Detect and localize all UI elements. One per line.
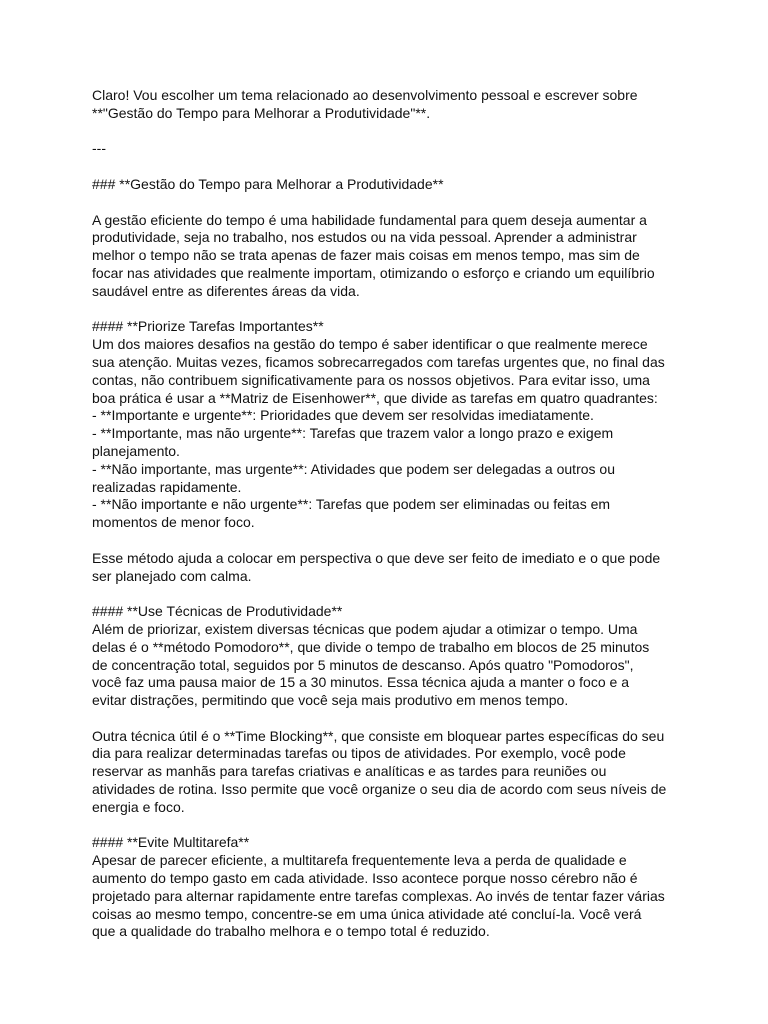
section-techniques: [92, 603, 682, 817]
text-line: energia e foco.: [92, 798, 185, 815]
text-line: delas é o **método Pomodoro**, que divide o tempo de trabalho em blocos de 25 minutos: [92, 638, 650, 655]
text-line: que a qualidade do trabalho melhora e o tempo total é reduzido.: [92, 923, 490, 940]
text-line: aumento do tempo gasto em cada atividade. Isso acontece porque nosso cérebro não é: [92, 870, 638, 887]
text-line: de concentração total, seguidos por 5 minutos de descanso. Após quatro "Pomodoros",: [92, 656, 634, 673]
text-line: produtividade, seja no trabalho, nos estudos ou na vida pessoal. Aprender a administrar: [92, 229, 637, 246]
text-line: saudável entre as diferentes áreas da vida.: [92, 282, 360, 299]
text-line: realizadas rapidamente.: [92, 478, 242, 495]
text-line: sua atenção. Muitas vezes, ficamos sobrecarregados com tarefas urgentes que, no final das: [92, 353, 665, 370]
text-line: reservar as manhãs para tarefas criativas e analíticas e as tardes para reuniões ou: [92, 763, 607, 780]
text-line: evitar distrações, permitindo que você seja mais produtivo em menos tempo.: [92, 692, 569, 709]
section-heading: #### **Priorize Tarefas Importantes**: [92, 318, 324, 335]
list-item: - **Importante e urgente**: Prioridades que devem ser resolvidas imediatamente.: [92, 407, 594, 424]
text-line: Esse método ajuda a colocar em perspectiva o que deve ser feito de imediato e o que pode: [92, 549, 661, 566]
intro-paragraph: [92, 87, 682, 123]
text-line: Outra técnica útil é o **Time Blocking**, que consiste em bloquear partes específicas do seu: [92, 727, 665, 744]
list-item: - **Não importante, mas urgente**: Atividades que podem ser delegadas a outros ou: [92, 460, 615, 477]
text-line: Um dos maiores desafios na gestão do tempo é saber identificar o que realmente merece: [92, 336, 648, 353]
text-line: melhor o tempo não se trata apenas de fazer mais coisas em menos tempo, mas sim de: [92, 247, 640, 264]
text-line: momentos de menor foco.: [92, 514, 255, 531]
text-line: atividades de rotina. Isso permite que você organize o seu dia de acordo com seus níveis de: [92, 781, 667, 798]
section-prioritize: [92, 318, 682, 585]
separator: ---: [92, 140, 106, 157]
text-line: **"Gestão do Tempo para Melhorar a Produtividade"**.: [92, 104, 431, 121]
text-line: ser planejado com calma.: [92, 567, 252, 584]
text-line: coisas ao mesmo tempo, concentre-se em uma única atividade até concluí-la. Você verá: [92, 905, 642, 922]
text-line: Apesar de parecer eficiente, a multitarefa frequentemente leva a perda de qualidade e: [92, 852, 627, 869]
document-page: [92, 87, 682, 941]
section-heading: #### **Use Técnicas de Produtividade**: [92, 603, 343, 620]
paragraph-1: [92, 212, 682, 301]
document-title: ### **Gestão do Tempo para Melhorar a Produtividade**: [92, 175, 444, 192]
text-line: focar nas atividades que realmente importam, otimizando o esforço e criando um equilíbrio: [92, 264, 655, 281]
text-line: planejamento.: [92, 442, 180, 459]
list-item: - **Importante, mas não urgente**: Tarefas que trazem valor a longo prazo e exigem: [92, 425, 614, 442]
text-line: projetado para alternar rapidamente entre tarefas complexas. Ao invés de tentar fazer várias: [92, 887, 665, 904]
section-heading: #### **Evite Multitarefa**: [92, 834, 250, 851]
section-multitask: [92, 834, 682, 941]
text-line: contas, não contribuem significativamente para os nossos objetivos. Para evitar isso, uma: [92, 371, 650, 388]
text-line: você faz uma pausa maior de 15 a 30 minutos. Essa técnica ajuda a manter o foco e a: [92, 674, 629, 691]
text-line: boa prática é usar a **Matriz de Eisenhower**, que divide as tarefas em quatro quadrantes:: [92, 389, 658, 406]
list-item: - **Não importante e não urgente**: Tarefas que podem ser eliminadas ou feitas em: [92, 496, 611, 513]
text-line: Além de priorizar, existem diversas técnicas que podem ajudar a otimizar o tempo. Uma: [92, 620, 638, 637]
text-line: Claro! Vou escolher um tema relacionado ao desenvolvimento pessoal e escrever sobre: [92, 87, 638, 103]
text-line: dia para realizar determinadas tarefas ou tipos de atividades. Por exemplo, você pode: [92, 745, 626, 762]
text-line: A gestão eficiente do tempo é uma habilidade fundamental para quem deseja aumentar a: [92, 211, 647, 228]
